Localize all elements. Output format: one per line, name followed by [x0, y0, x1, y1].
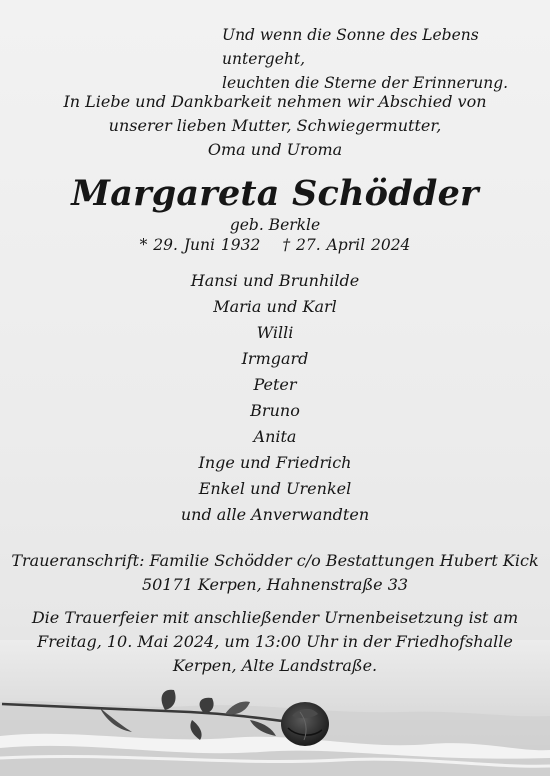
mourner-entry: Willi — [256, 323, 294, 342]
ceremony-line: Freitag, 10. Mai 2024, um 13:00 Uhr in der Friedhofshalle — [37, 632, 513, 651]
mourner-entry: Anita — [253, 427, 297, 446]
mourner-entry: Hansi und Brunhilde — [190, 271, 360, 290]
mourner-entry: Irmgard — [241, 349, 309, 368]
ceremony-line: Die Trauerfeier mit anschließender Urnenbeisetzung ist am — [31, 608, 519, 627]
mourner-entry: Maria und Karl — [213, 297, 337, 316]
life-dates — [0, 234, 550, 256]
address-line: Traueranschrift: Familie Schödder c/o Bestattungen Hubert Kick — [11, 551, 539, 570]
address-line: 50171 Kerpen, Hahnenstraße 33 — [141, 575, 409, 594]
death-date: † 27. April 2024 — [282, 236, 411, 254]
intro-line: Oma und Uroma — [207, 140, 343, 159]
mourner-entry: Peter — [253, 375, 297, 394]
intro-line: In Liebe und Dankbarkeit nehmen wir Abschied von — [63, 92, 487, 111]
mourner-entry: und alle Anverwandten — [180, 505, 370, 524]
mourner-entry: Bruno — [250, 401, 300, 420]
mourner-entry: Enkel und Urenkel — [198, 479, 352, 498]
rose-flower — [281, 702, 329, 746]
mourners-list — [0, 268, 550, 528]
birth-date: * 29. Juni 1932 — [139, 236, 261, 254]
intro-text — [0, 90, 550, 162]
mourner-entry: Inge und Friedrich — [198, 453, 352, 472]
quote-line: leuchten die Sterne der Erinnerung. — [222, 74, 509, 92]
intro-line: unserer lieben Mutter, Schwiegermutter, — [108, 116, 442, 135]
funeral-details — [0, 606, 550, 678]
mourning-address — [0, 549, 550, 597]
birth-name: geb. Berkle — [229, 216, 321, 234]
quote-line: Und wenn die Sonne des Lebens untergeht, — [222, 26, 479, 68]
ceremony-line: Kerpen, Alte Landstraße. — [172, 656, 378, 675]
epigraph-quote — [222, 23, 542, 95]
deceased-name: Margareta Schödder — [71, 173, 479, 214]
